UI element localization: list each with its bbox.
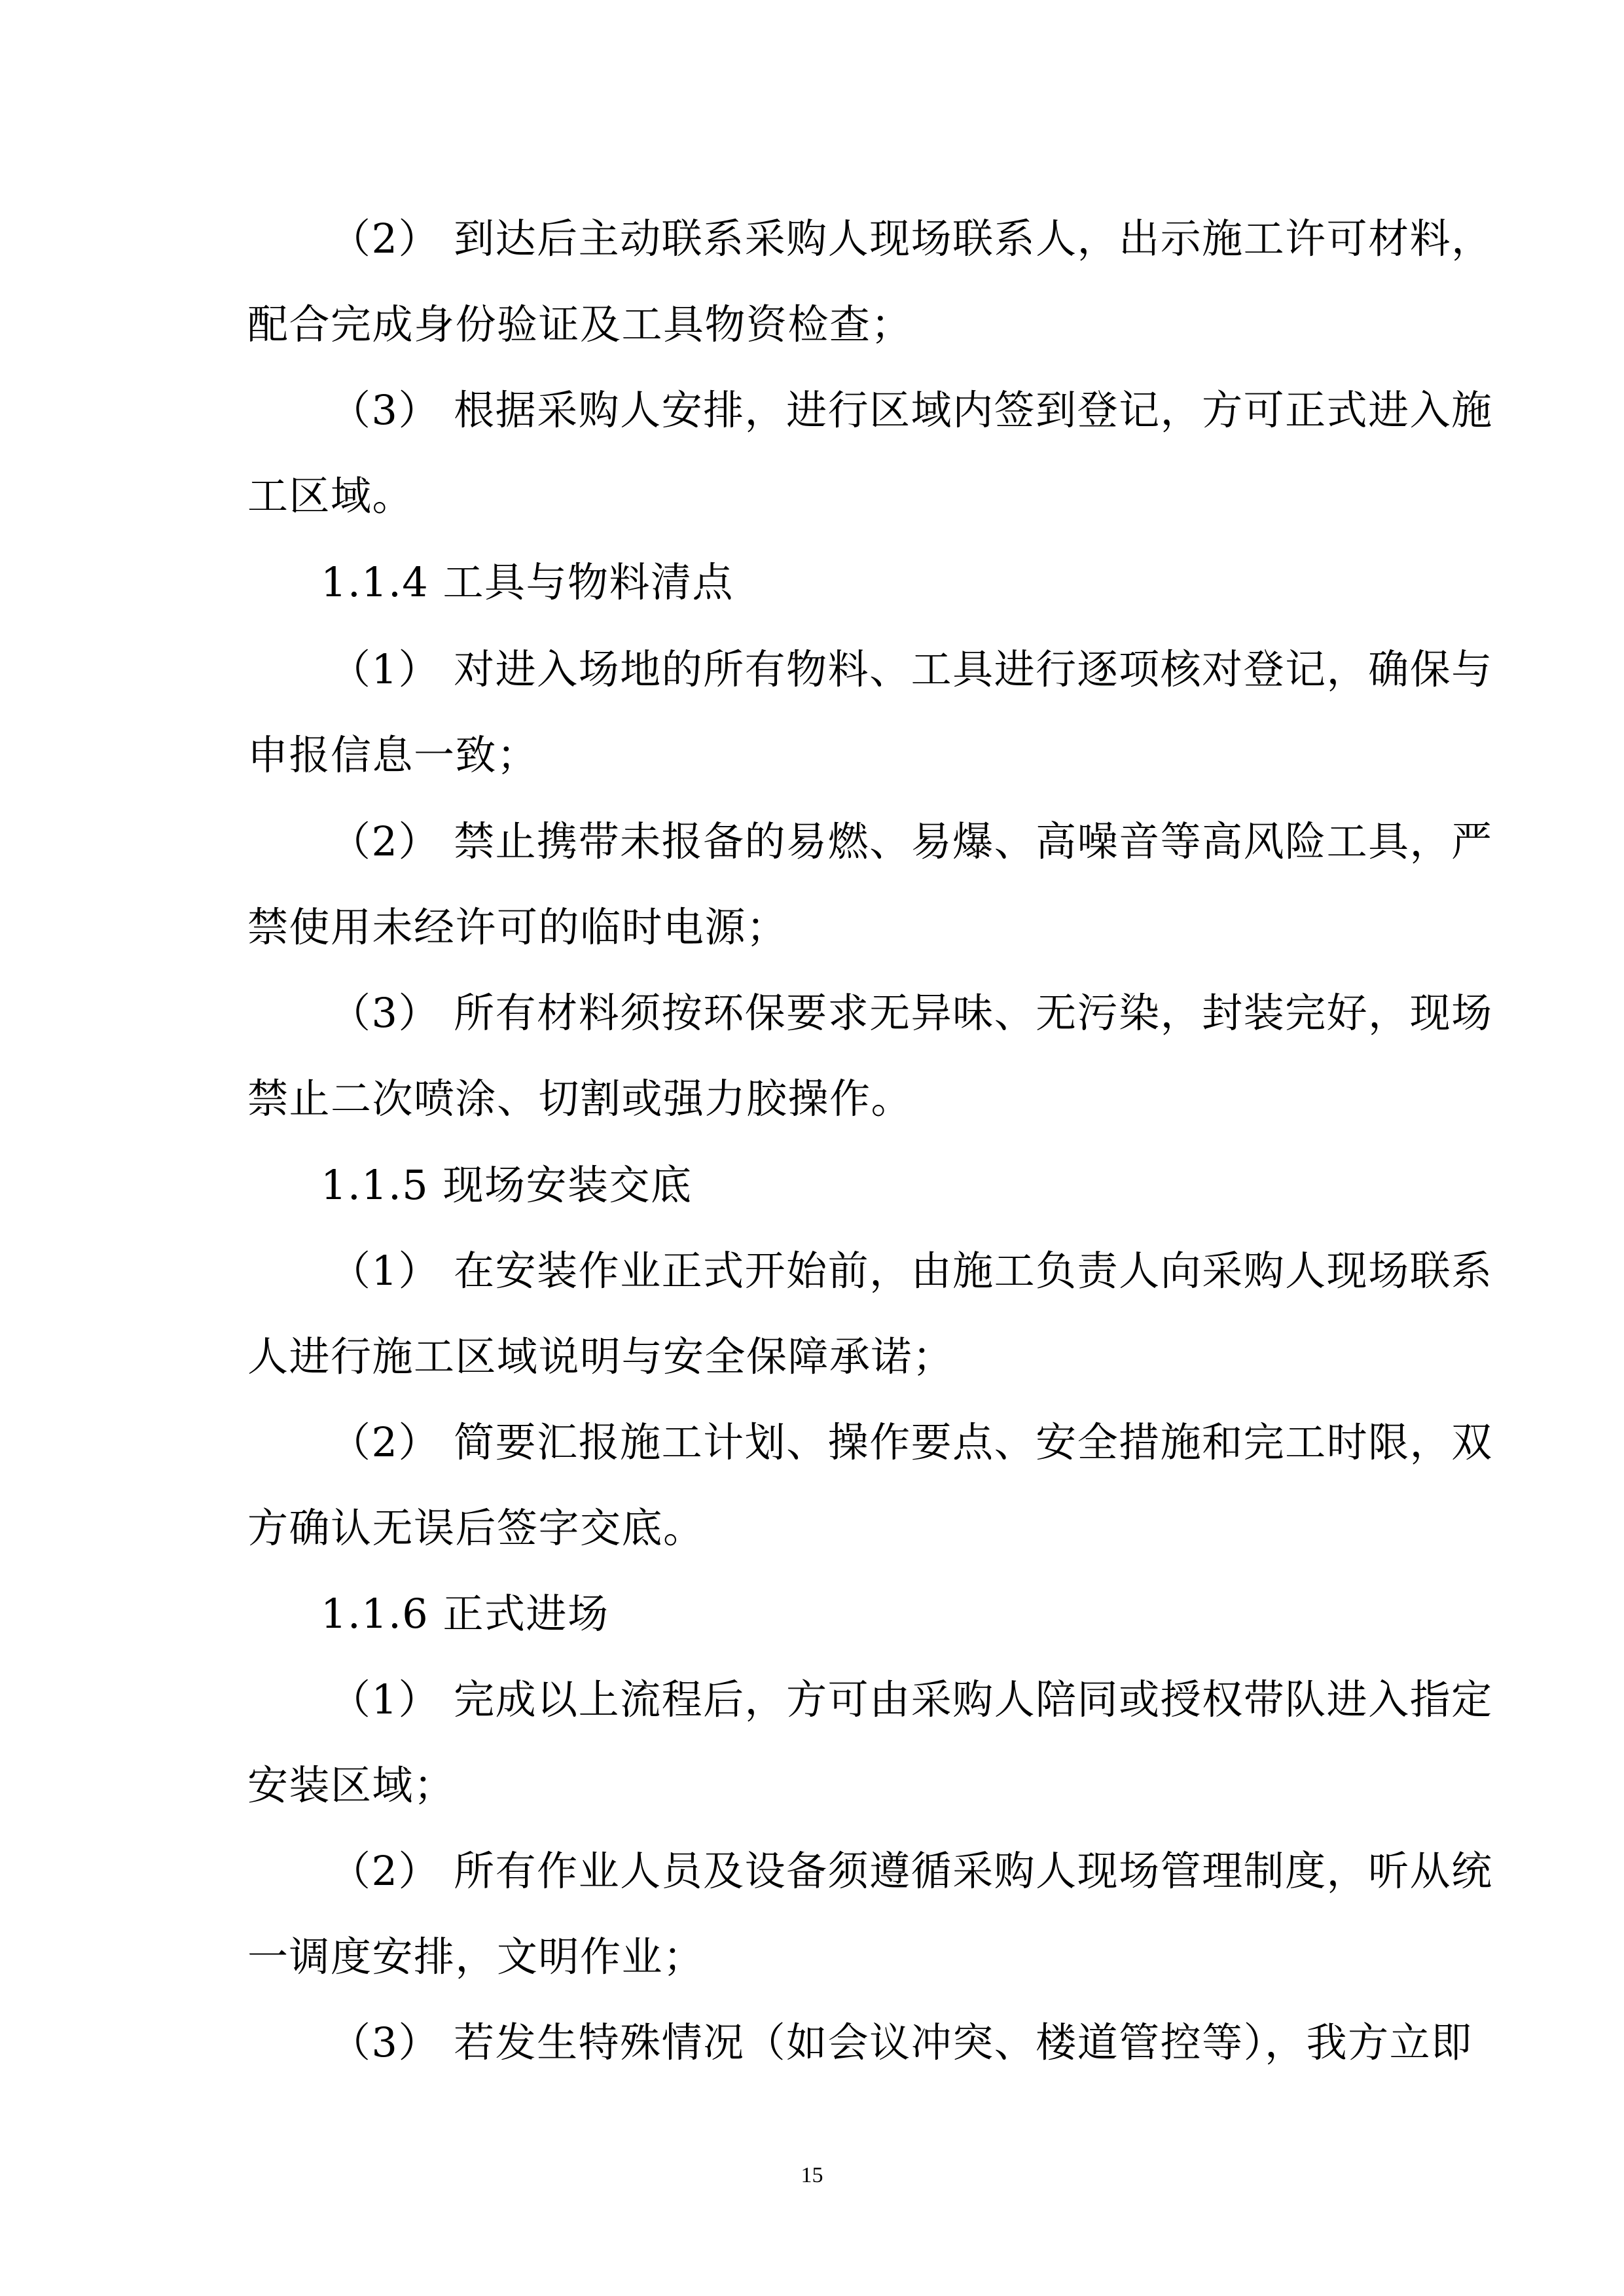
paragraph-line: 人进行施工区域说明与安全保障承诺； xyxy=(247,1333,954,1380)
paragraph-line: 禁使用未经许可的临时电源； xyxy=(247,903,788,951)
paragraph-line: 禁止二次喷涂、切割或强力胶操作。 xyxy=(247,1075,913,1122)
paragraph-line: 配合完成身份验证及工具物资检查； xyxy=(247,300,913,348)
paragraph-line: 申报信息一致； xyxy=(247,731,539,779)
paragraph-line: （3） 若发生特殊情况（如会议冲突、楼道管控等），我方立即 xyxy=(330,2018,1473,2066)
paragraph-line: （2） 简要汇报施工计划、操作要点、安全措施和完工时限，双 xyxy=(330,1418,1493,1466)
section-heading: 1.1.6 正式进场 xyxy=(321,1590,609,1638)
paragraph-line: （2） 禁止携带未报备的易燃、易爆、高噪音等高风险工具，严 xyxy=(330,817,1493,865)
paragraph-line: （2） 到达后主动联系采购人现场联系人，出示施工许可材料， xyxy=(330,215,1493,262)
paragraph-line: （3） 所有材料须按环保要求无异味、无污染，封装完好，现场 xyxy=(330,989,1493,1037)
paragraph-line: 一调度安排，文明作业； xyxy=(247,1933,705,1981)
paragraph-line: 工区域。 xyxy=(247,472,414,520)
paragraph-line: （2） 所有作业人员及设备须遵循采购人现场管理制度，听从统 xyxy=(330,1847,1493,1895)
paragraph-line: 安装区域； xyxy=(247,1761,456,1809)
section-heading: 1.1.4 工具与物料清点 xyxy=(321,558,734,606)
paragraph-line: （1） 在安装作业正式开始前，由施工负责人向采购人现场联系 xyxy=(330,1247,1493,1295)
paragraph-line: （1） 对进入场地的所有物料、工具进行逐项核对登记，确保与 xyxy=(330,645,1493,693)
paragraph-line: （1） 完成以上流程后，方可由采购人陪同或授权带队进入指定 xyxy=(330,1676,1493,1723)
section-heading: 1.1.5 现场安装交底 xyxy=(321,1161,693,1209)
paragraph-line: （3） 根据采购人安排，进行区域内签到登记，方可正式进入施 xyxy=(330,386,1493,434)
page-number: 15 xyxy=(801,2163,823,2187)
paragraph-line: 方确认无误后签字交底。 xyxy=(247,1504,705,1552)
